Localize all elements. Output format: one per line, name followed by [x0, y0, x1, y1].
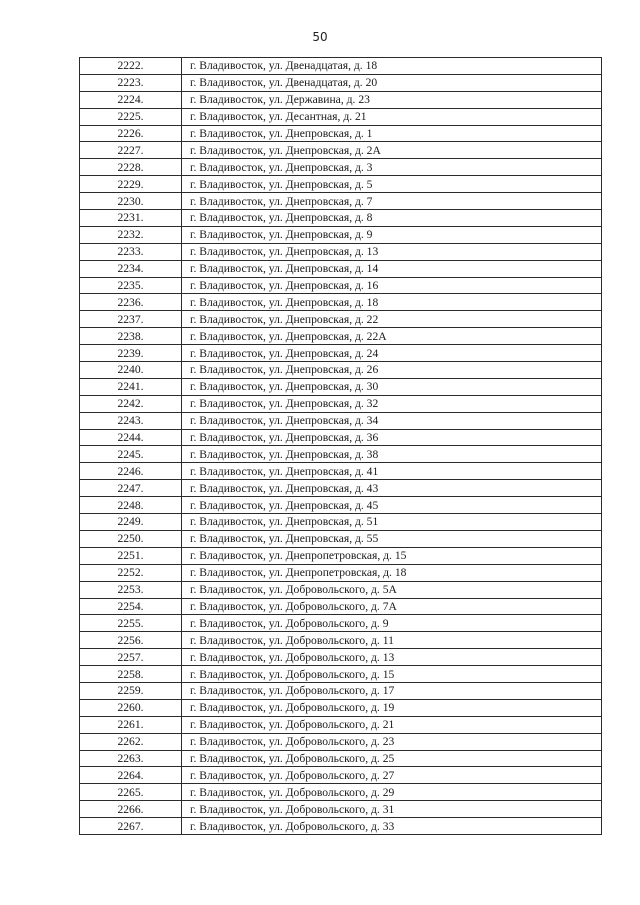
- row-address: г. Владивосток, ул. Днепровская, д. 2А: [182, 142, 602, 159]
- table-row: [80, 446, 602, 463]
- row-number: 2236.: [80, 294, 182, 311]
- table-row: [80, 125, 602, 142]
- row-number: 2248.: [80, 497, 182, 514]
- row-number: 2238.: [80, 328, 182, 345]
- row-number: 2264.: [80, 767, 182, 784]
- row-number: 2227.: [80, 142, 182, 159]
- table-row: [80, 463, 602, 480]
- table-row: [80, 784, 602, 801]
- table-row: [80, 801, 602, 818]
- row-number: 2229.: [80, 176, 182, 193]
- table-row: [80, 193, 602, 210]
- row-address: г. Владивосток, ул. Добровольского, д. 5А: [182, 581, 602, 598]
- row-address: г. Владивосток, ул. Днепровская, д. 7: [182, 193, 602, 210]
- address-table: [79, 57, 602, 835]
- row-number: 2241.: [80, 378, 182, 395]
- row-address: г. Владивосток, ул. Днепровская, д. 26: [182, 362, 602, 379]
- page-number: 50: [312, 30, 328, 44]
- row-number: 2261.: [80, 716, 182, 733]
- row-number: 2255.: [80, 615, 182, 632]
- row-address: г. Владивосток, ул. Добровольского, д. 19: [182, 699, 602, 716]
- row-number: 2240.: [80, 362, 182, 379]
- table-row: [80, 480, 602, 497]
- row-number: 2266.: [80, 801, 182, 818]
- row-number: 2224.: [80, 91, 182, 108]
- row-address: г. Владивосток, ул. Добровольского, д. 7А: [182, 598, 602, 615]
- row-number: 2259.: [80, 682, 182, 699]
- table-row: [80, 294, 602, 311]
- table-row: [80, 277, 602, 294]
- table-row: [80, 497, 602, 514]
- table-row: [80, 362, 602, 379]
- row-address: г. Владивосток, ул. Днепровская, д. 45: [182, 497, 602, 514]
- row-address: г. Владивосток, ул. Добровольского, д. 17: [182, 682, 602, 699]
- table-row: [80, 395, 602, 412]
- row-address: г. Владивосток, ул. Днепровская, д. 51: [182, 514, 602, 531]
- row-address: г. Владивосток, ул. Днепропетровская, д. 18: [182, 564, 602, 581]
- row-address: г. Владивосток, ул. Добровольского, д. 25: [182, 750, 602, 767]
- row-number: 2249.: [80, 514, 182, 531]
- table-row: [80, 682, 602, 699]
- table-row: [80, 210, 602, 227]
- table-row: [80, 699, 602, 716]
- row-address: г. Владивосток, ул. Днепровская, д. 24: [182, 345, 602, 362]
- row-number: 2237.: [80, 311, 182, 328]
- row-number: 2223.: [80, 74, 182, 91]
- row-address: г. Владивосток, ул. Днепровская, д. 1: [182, 125, 602, 142]
- row-address: г. Владивосток, ул. Днепровская, д. 38: [182, 446, 602, 463]
- table-row: [80, 260, 602, 277]
- row-number: 2251.: [80, 547, 182, 564]
- row-address: г. Владивосток, ул. Добровольского, д. 23: [182, 733, 602, 750]
- table-row: [80, 243, 602, 260]
- row-address: г. Владивосток, ул. Днепровская, д. 13: [182, 243, 602, 260]
- row-number: 2247.: [80, 480, 182, 497]
- row-address: г. Владивосток, ул. Днепровская, д. 9: [182, 226, 602, 243]
- table-row: [80, 581, 602, 598]
- row-number: 2231.: [80, 210, 182, 227]
- row-number: 2257.: [80, 649, 182, 666]
- row-address: г. Владивосток, ул. Днепровская, д. 32: [182, 395, 602, 412]
- row-number: 2263.: [80, 750, 182, 767]
- table-row: [80, 615, 602, 632]
- address-table-body: [80, 58, 602, 835]
- row-address: г. Владивосток, ул. Державина, д. 23: [182, 91, 602, 108]
- row-address: г. Владивосток, ул. Днепровская, д. 18: [182, 294, 602, 311]
- row-number: 2239.: [80, 345, 182, 362]
- row-address: г. Владивосток, ул. Днепропетровская, д. 15: [182, 547, 602, 564]
- row-number: 2234.: [80, 260, 182, 277]
- row-address: г. Владивосток, ул. Днепровская, д. 43: [182, 480, 602, 497]
- row-number: 2252.: [80, 564, 182, 581]
- row-address: г. Владивосток, ул. Днепровская, д. 8: [182, 210, 602, 227]
- row-number: 2226.: [80, 125, 182, 142]
- row-number: 2265.: [80, 784, 182, 801]
- row-number: 2222.: [80, 58, 182, 75]
- row-number: 2232.: [80, 226, 182, 243]
- row-address: г. Владивосток, ул. Днепровская, д. 3: [182, 159, 602, 176]
- row-address: г. Владивосток, ул. Добровольского, д. 29: [182, 784, 602, 801]
- row-number: 2246.: [80, 463, 182, 480]
- row-address: г. Владивосток, ул. Добровольского, д. 33: [182, 818, 602, 835]
- row-address: г. Владивосток, ул. Добровольского, д. 27: [182, 767, 602, 784]
- row-address: г. Владивосток, ул. Двенадцатая, д. 20: [182, 74, 602, 91]
- row-address: г. Владивосток, ул. Днепровская, д. 41: [182, 463, 602, 480]
- table-row: [80, 142, 602, 159]
- row-number: 2267.: [80, 818, 182, 835]
- table-row: [80, 74, 602, 91]
- table-row: [80, 530, 602, 547]
- table-row: [80, 666, 602, 683]
- row-number: 2260.: [80, 699, 182, 716]
- row-address: г. Владивосток, ул. Днепровская, д. 30: [182, 378, 602, 395]
- table-row: [80, 649, 602, 666]
- table-row: [80, 58, 602, 75]
- table-row: [80, 159, 602, 176]
- table-row: [80, 750, 602, 767]
- row-address: г. Владивосток, ул. Днепровская, д. 14: [182, 260, 602, 277]
- row-number: 2256.: [80, 632, 182, 649]
- row-number: 2230.: [80, 193, 182, 210]
- table-row: [80, 328, 602, 345]
- row-address: г. Владивосток, ул. Днепровская, д. 36: [182, 429, 602, 446]
- row-address: г. Владивосток, ул. Добровольского, д. 15: [182, 666, 602, 683]
- row-number: 2233.: [80, 243, 182, 260]
- table-row: [80, 818, 602, 835]
- row-address: г. Владивосток, ул. Днепровская, д. 55: [182, 530, 602, 547]
- table-row: [80, 226, 602, 243]
- row-number: 2262.: [80, 733, 182, 750]
- row-address: г. Владивосток, ул. Днепровская, д. 5: [182, 176, 602, 193]
- row-number: 2254.: [80, 598, 182, 615]
- table-row: [80, 547, 602, 564]
- row-number: 2253.: [80, 581, 182, 598]
- table-row: [80, 345, 602, 362]
- row-number: 2250.: [80, 530, 182, 547]
- row-number: 2228.: [80, 159, 182, 176]
- table-row: [80, 378, 602, 395]
- table-row: [80, 429, 602, 446]
- table-row: [80, 108, 602, 125]
- row-address: г. Владивосток, ул. Днепровская, д. 22: [182, 311, 602, 328]
- row-address: г. Владивосток, ул. Десантная, д. 21: [182, 108, 602, 125]
- row-number: 2258.: [80, 666, 182, 683]
- row-number: 2243.: [80, 412, 182, 429]
- table-row: [80, 176, 602, 193]
- row-address: г. Владивосток, ул. Добровольского, д. 13: [182, 649, 602, 666]
- row-number: 2225.: [80, 108, 182, 125]
- row-address: г. Владивосток, ул. Днепровская, д. 16: [182, 277, 602, 294]
- table-row: [80, 91, 602, 108]
- table-row: [80, 412, 602, 429]
- table-row: [80, 311, 602, 328]
- table-row: [80, 716, 602, 733]
- row-number: 2245.: [80, 446, 182, 463]
- row-address: г. Владивосток, ул. Двенадцатая, д. 18: [182, 58, 602, 75]
- row-number: 2242.: [80, 395, 182, 412]
- row-number: 2235.: [80, 277, 182, 294]
- row-number: 2244.: [80, 429, 182, 446]
- table-row: [80, 632, 602, 649]
- table-row: [80, 767, 602, 784]
- table-row: [80, 514, 602, 531]
- row-address: г. Владивосток, ул. Днепровская, д. 34: [182, 412, 602, 429]
- row-address: г. Владивосток, ул. Добровольского, д. 9: [182, 615, 602, 632]
- table-row: [80, 733, 602, 750]
- row-address: г. Владивосток, ул. Добровольского, д. 21: [182, 716, 602, 733]
- row-address: г. Владивосток, ул. Добровольского, д. 31: [182, 801, 602, 818]
- table-row: [80, 564, 602, 581]
- row-address: г. Владивосток, ул. Днепровская, д. 22А: [182, 328, 602, 345]
- table-row: [80, 598, 602, 615]
- row-address: г. Владивосток, ул. Добровольского, д. 11: [182, 632, 602, 649]
